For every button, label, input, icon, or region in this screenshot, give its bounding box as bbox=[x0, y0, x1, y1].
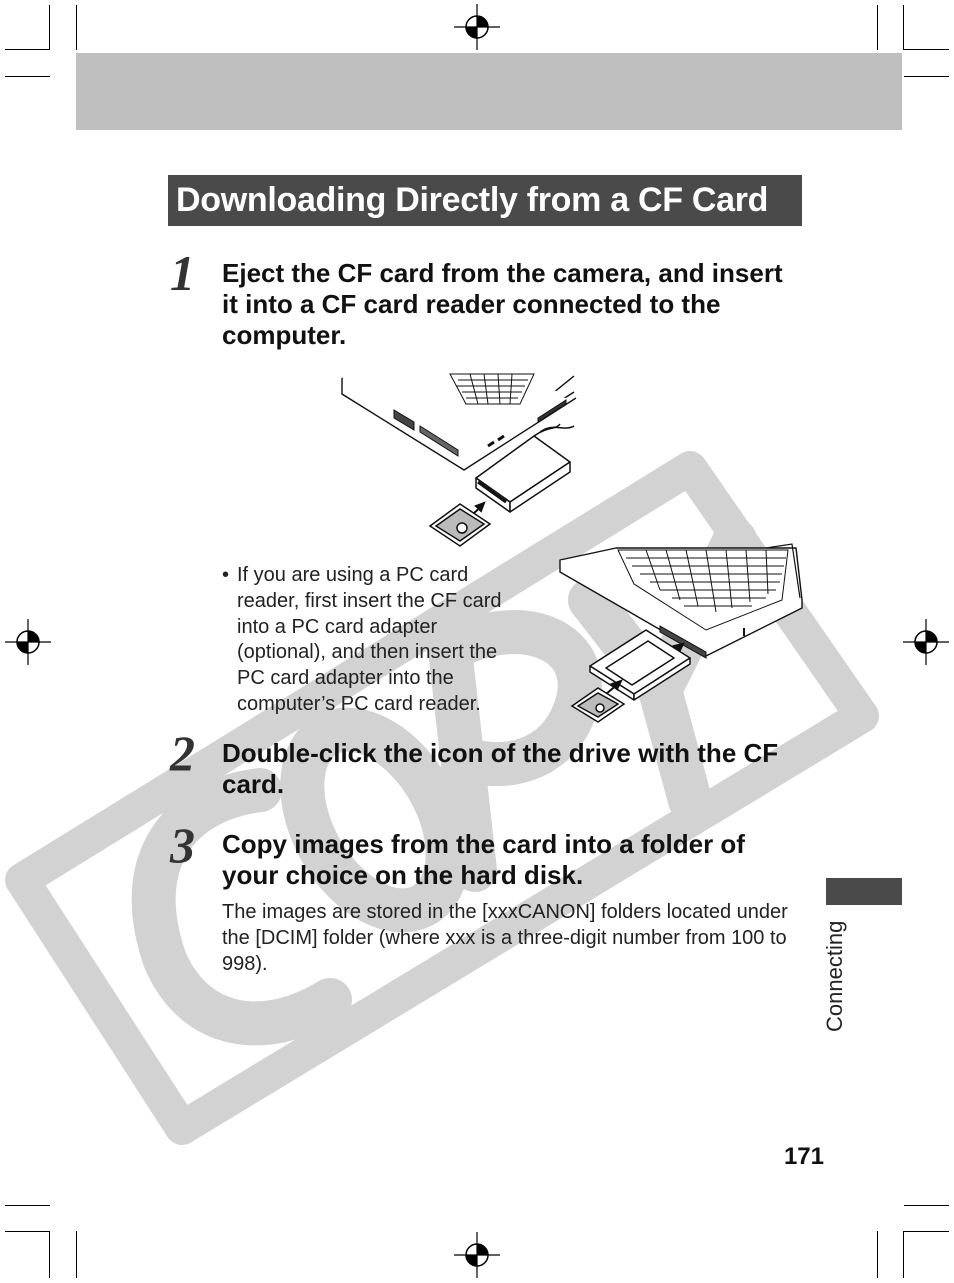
storage-note: The images are stored in the [xxxCANON] folders located under the [DCIM] folder (where xxx is a three-digit number from 100 to 998). bbox=[222, 901, 788, 975]
step-number: 3 bbox=[170, 817, 195, 873]
step-number: 1 bbox=[170, 245, 195, 301]
pc-card-note bbox=[222, 563, 522, 718]
section-label: Connecting bbox=[822, 920, 847, 1032]
registration-mark-icon bbox=[452, 2, 502, 52]
laptop-pc-card-adapter-illustration bbox=[556, 542, 806, 727]
registration-mark-icon bbox=[3, 617, 53, 667]
step-number: 2 bbox=[170, 725, 195, 781]
bullet-mark: • bbox=[222, 564, 230, 586]
page-number: 171 bbox=[783, 1143, 824, 1170]
step-instruction: Eject the CF card from the camera, and insert it into a CF card reader connected to the computer. bbox=[222, 258, 783, 350]
laptop-usb-card-reader-illustration bbox=[338, 370, 588, 550]
page-title: Downloading Directly from a CF Card bbox=[168, 175, 802, 226]
registration-mark-icon bbox=[901, 617, 951, 667]
pc-card-note-text: If you are using a PC card reader, first insert the CF card into a PC card adapter (optional), and then insert the PC card adapter into the computer’s PC card reader. bbox=[237, 564, 502, 715]
step-instruction: Double-click the icon of the drive with the CF card. bbox=[222, 738, 779, 799]
step-instruction: Copy images from the card into a folder of your choice on the hard disk. bbox=[222, 829, 745, 890]
registration-mark-icon bbox=[452, 1230, 502, 1280]
header-band bbox=[76, 53, 902, 130]
